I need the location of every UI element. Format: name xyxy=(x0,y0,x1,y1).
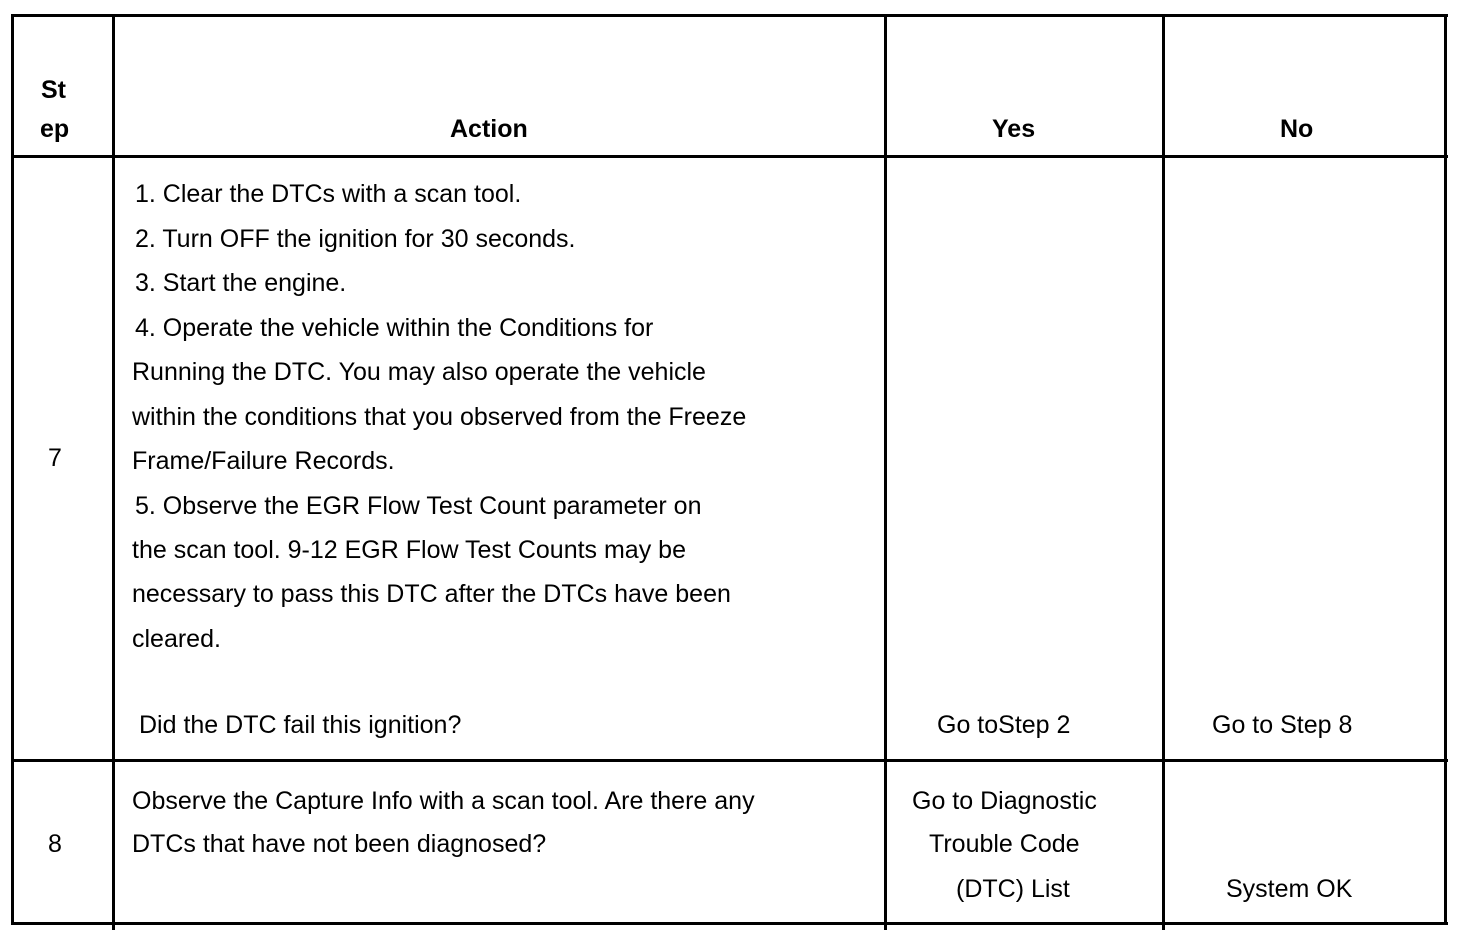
action-line: within the conditions that you observed from the Freeze xyxy=(132,403,747,431)
no-result: Go to Step 8 xyxy=(1212,711,1353,739)
action-line: 4. Operate the vehicle within the Conditions for xyxy=(135,314,654,342)
action-line: necessary to pass this DTC after the DTCs have been xyxy=(132,580,731,608)
table-border-left xyxy=(11,14,14,925)
header-yes: Yes xyxy=(992,115,1036,143)
column-divider-yes xyxy=(1162,14,1165,930)
action-line: the scan tool. 9-12 EGR Flow Test Counts may be xyxy=(132,536,686,564)
yes-result-line: Go to Diagnostic xyxy=(912,787,1097,815)
action-line: DTCs that have not been diagnosed? xyxy=(132,830,547,858)
step-number: 8 xyxy=(48,830,62,858)
action-question: Did the DTC fail this ignition? xyxy=(139,711,462,739)
action-line: Observe the Capture Info with a scan tool. Are there any xyxy=(132,787,755,815)
yes-result-line: (DTC) List xyxy=(956,875,1070,903)
yes-result: Go toStep 2 xyxy=(937,711,1071,739)
table-border-right xyxy=(1444,14,1447,925)
column-divider-action xyxy=(884,14,887,930)
yes-result-line: Trouble Code xyxy=(929,830,1080,858)
header-step-line2: ep xyxy=(40,115,70,143)
header-action: Action xyxy=(450,115,528,143)
action-line: 5. Observe the EGR Flow Test Count parameter on xyxy=(135,492,702,520)
table-border-top xyxy=(11,14,1448,17)
header-step-line1: St xyxy=(41,76,66,104)
row-divider xyxy=(11,759,1448,762)
action-line: Frame/Failure Records. xyxy=(132,447,395,475)
no-result: System OK xyxy=(1226,875,1353,903)
column-divider-step xyxy=(112,14,115,930)
action-line: 1. Clear the DTCs with a scan tool. xyxy=(135,180,522,208)
action-line: Running the DTC. You may also operate the vehicle xyxy=(132,358,706,386)
header-no: No xyxy=(1280,115,1314,143)
table-border-bottom xyxy=(11,922,1448,925)
header-divider xyxy=(11,155,1448,158)
action-line: cleared. xyxy=(132,625,221,653)
action-line: 2. Turn OFF the ignition for 30 seconds. xyxy=(135,225,576,253)
step-number: 7 xyxy=(48,444,62,472)
action-line: 3. Start the engine. xyxy=(135,269,347,297)
